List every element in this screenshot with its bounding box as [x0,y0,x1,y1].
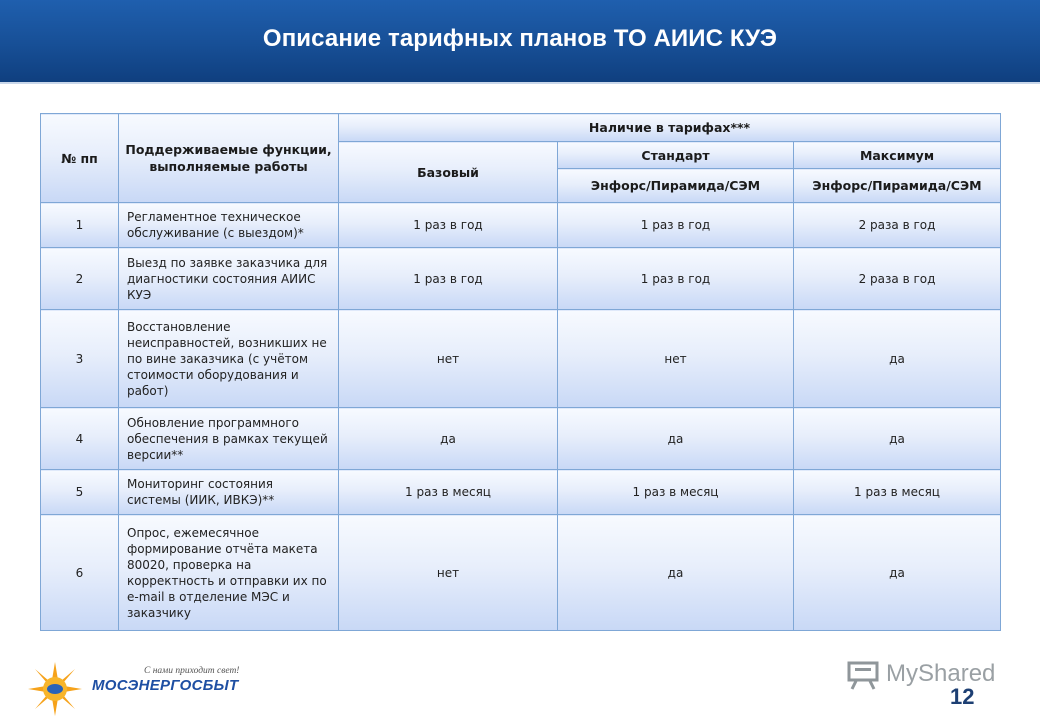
row-basic: да [339,408,558,470]
row-basic: 1 раз в год [339,203,558,248]
row-num: 2 [41,248,119,310]
header-maximum-sub: Энфорс/Пирамида/СЭМ [794,169,1001,203]
header-standard: Стандарт [558,142,794,169]
row-num: 5 [41,470,119,515]
header-functions: Поддерживаемые функции, выполняемые работы [119,114,339,203]
row-function: Выезд по заявке заказчика для диагностики состояния АИИС КУЭ [119,248,339,310]
row-standard: 1 раз в месяц [558,470,794,515]
row-standard: да [558,408,794,470]
row-function: Восстановление неисправностей, возникших не по вине заказчика (с учётом стоимости оборудования и работ) [119,310,339,408]
row-basic: нет [339,310,558,408]
row-standard: нет [558,310,794,408]
header-basic: Базовый [339,142,558,203]
row-maximum: 2 раза в год [794,248,1001,310]
row-standard: 1 раз в год [558,203,794,248]
presentation-board-icon [846,660,880,690]
company-logo [26,660,286,718]
logo-brand: МОСЭНЕРГОСБЫТ [92,677,239,694]
slide-title: Описание тарифных планов ТО АИИС КУЭ [262,25,778,52]
row-standard: да [558,515,794,631]
tariff-table-container [40,113,1001,631]
row-maximum: да [794,515,1001,631]
row-maximum: 1 раз в месяц [794,470,1001,515]
table-row [41,203,1001,248]
logo-slogan: С нами приходит свет! [144,666,240,676]
table-row [41,408,1001,470]
row-num: 4 [41,408,119,470]
title-banner [0,0,1040,84]
row-num: 1 [41,203,119,248]
row-basic: нет [339,515,558,631]
table-row [41,470,1001,515]
header-row [41,114,1001,142]
row-basic: 1 раз в месяц [339,470,558,515]
watermark-text: MyShared [886,660,996,687]
table-row [41,515,1001,631]
row-maximum: да [794,310,1001,408]
row-num: 6 [41,515,119,631]
row-function: Опрос, ежемесячное формирование отчёта макета 80020, проверка на корректность и отправки их по e-mail в отделение МЭС и заказчику [119,515,339,631]
row-basic: 1 раз в год [339,248,558,310]
row-function: Мониторинг состояния системы (ИИК, ИВКЭ)** [119,470,339,515]
page-number: 12 [950,684,975,709]
row-standard: 1 раз в год [558,248,794,310]
header-num: № пп [41,114,119,203]
row-function: Регламентное техническое обслуживание (с выездом)* [119,203,339,248]
tariff-table [40,113,1001,631]
table-row [41,248,1001,310]
header-maximum: Максимум [794,142,1001,169]
watermark [846,658,1016,692]
table-row [41,310,1001,408]
row-num: 3 [41,310,119,408]
row-maximum: 2 раза в год [794,203,1001,248]
header-standard-sub: Энфорс/Пирамида/СЭМ [558,169,794,203]
sun-logo-icon [26,660,84,718]
row-maximum: да [794,408,1001,470]
header-availability: Наличие в тарифах*** [339,114,1001,142]
row-function: Обновление программного обеспечения в рамках текущей версии** [119,408,339,470]
